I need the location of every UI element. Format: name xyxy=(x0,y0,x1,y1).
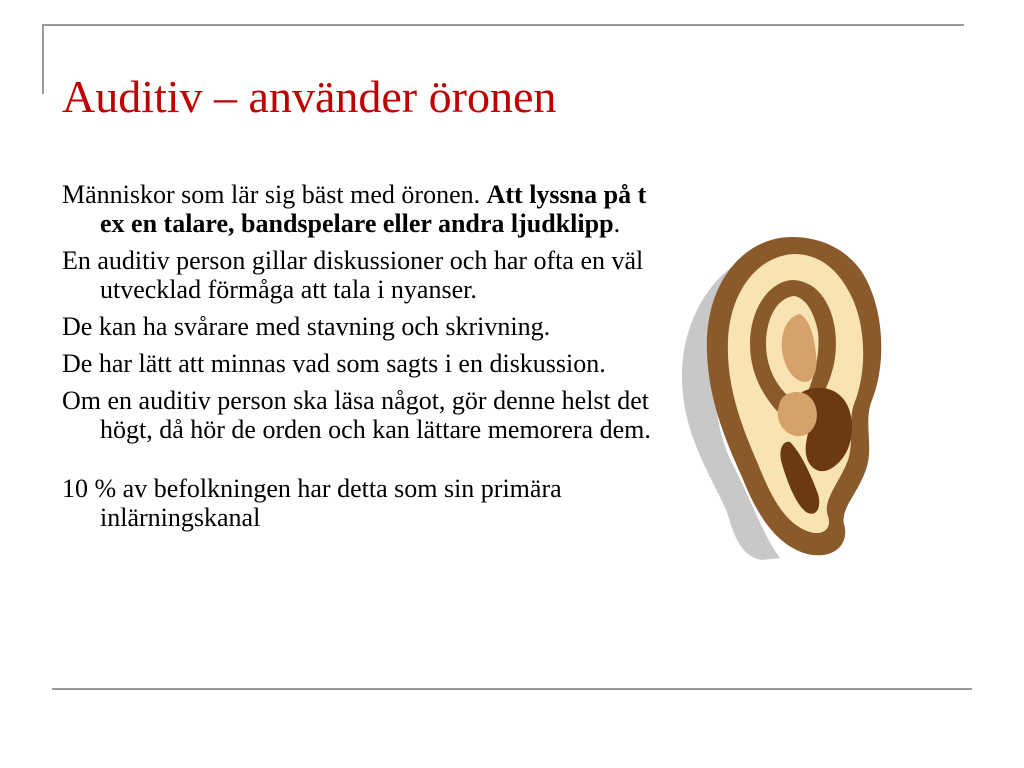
slide-body xyxy=(62,180,662,540)
frame-left-line xyxy=(42,24,44,94)
slide-title: Auditiv – använder öronen xyxy=(62,71,557,122)
paragraph-2: En auditiv person gillar diskussioner och har ofta en väl utvecklad förmåga att tala i nyanser. xyxy=(62,246,644,304)
paragraph-3: De kan ha svårare med stavning och skrivning. xyxy=(62,312,551,341)
frame-bottom-line xyxy=(52,688,972,690)
paragraph-6: 10 % av befolkningen har detta som sin primära inlärningskanal xyxy=(62,474,562,532)
paragraph-1 xyxy=(62,180,662,238)
paragraph-1-text: Människor som lär sig bäst med öronen. xyxy=(62,180,487,209)
paragraph-1-suffix: . xyxy=(613,209,621,238)
ear-icon xyxy=(672,232,892,562)
paragraph-1-bold: Att lyssna på t ex en talare, bandspelare eller andra ljudklipp xyxy=(100,180,647,238)
frame-top-line xyxy=(42,24,964,26)
paragraph-4: De har lätt att minnas vad som sagts i en diskussion. xyxy=(62,349,606,378)
paragraph-5: Om en auditiv person ska läsa något, gör denne helst det högt, då hör de orden och kan lättare memorera dem. xyxy=(62,386,651,444)
